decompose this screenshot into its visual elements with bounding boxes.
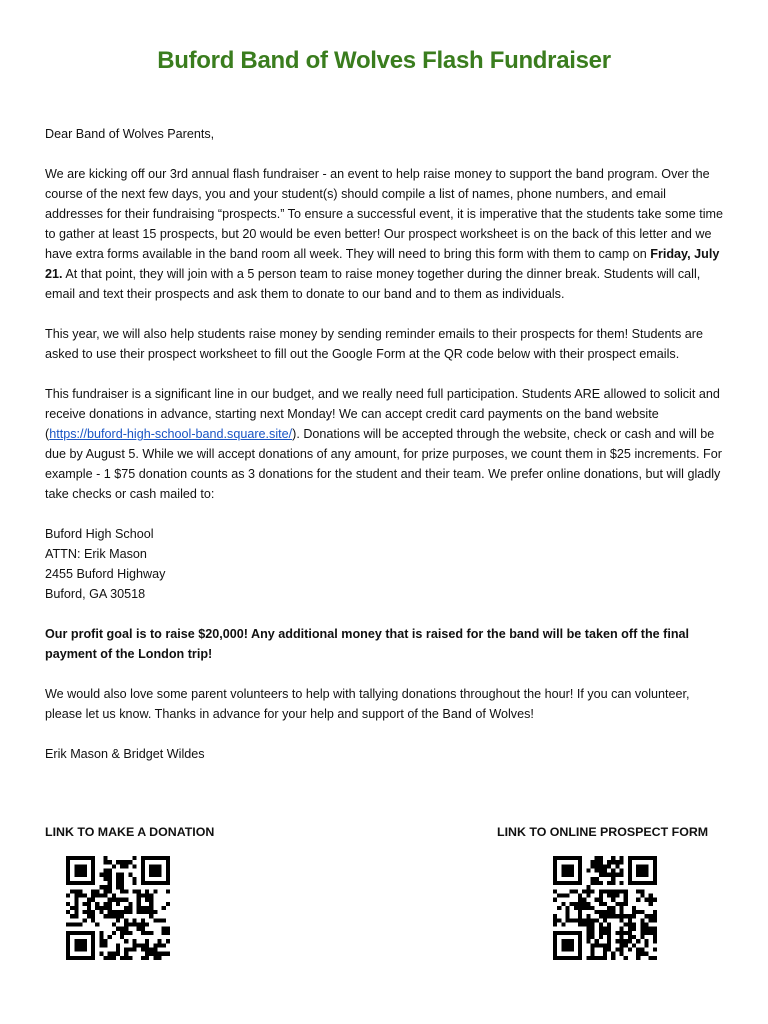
prospect-form-qr-label: LINK TO ONLINE PROSPECT FORM xyxy=(497,825,709,839)
prospect-form-qr-code[interactable] xyxy=(553,856,657,960)
address-line-2: ATTN: Erik Mason xyxy=(45,547,147,561)
greeting: Dear Band of Wolves Parents, xyxy=(45,127,215,141)
paragraph-donations-text-b: ). Donations will be accepted through the website, check or cash and will be due by August 5. While we will accept donations of any amount, for prize purposes, we count them in $25 increments. For example - 1 $75 donation counts as 3 donations for the student and their team. We prefer online donations, but will gladly take checks or cash mailed to: xyxy=(45,427,722,501)
paragraph-donations xyxy=(45,384,725,504)
paragraph-intro-text-a: We are kicking off our 3rd annual flash fundraiser - an event to help raise money to support the band program. Over the course of the next few days, you and your student(s) should compile a list of names, phone numbers, and email addresses for their fundraising “prospects.” To ensure a successful event, it is imperative that the students take some time to gather at least 15 prospects, but 20 would be even better! Our prospect worksheet is on the back of this letter and we have extra forms available in the band room all week. They will need to bring this form with them to camp on xyxy=(45,167,724,261)
paragraph-volunteers: We would also love some parent volunteers to help with tallying donations throughout the hour! If you can volunteer, please let us know. Thanks in advance for your help and support of the Band of Wolves! xyxy=(45,687,690,721)
letter-body xyxy=(45,124,725,764)
signature: Erik Mason & Bridget Wildes xyxy=(45,747,205,761)
mailing-address xyxy=(45,524,725,604)
paragraph-reminder-emails: This year, we will also help students raise money by sending reminder emails to their prospects for them! Students are asked to use their prospect worksheet to fill out the Google Form at the QR code below with their prospect emails. xyxy=(45,327,703,361)
paragraph-intro xyxy=(45,164,725,304)
address-line-1: Buford High School xyxy=(45,527,154,541)
donation-qr-code[interactable] xyxy=(66,856,170,960)
paragraph-intro-text-b: At that point, they will join with a 5 person team to raise money together during the dinner break. Students will call, email and text their prospects and ask them to donate to our band and to them as individuals. xyxy=(45,267,701,301)
donation-qr-label: LINK TO MAKE A DONATION xyxy=(45,825,215,839)
paragraph-donations-text-a: This fundraiser is a significant line in our budget, and we really need full participation. Students ARE allowed to solicit and receive donations in advance, starting next Monday! We can accept credit card payments on the band website ( xyxy=(45,387,720,441)
band-website-link[interactable]: https://buford-high-school-band.square.site/ xyxy=(49,427,293,441)
camp-date: Friday, July 21. xyxy=(45,247,720,281)
page-title: Buford Band of Wolves Flash Fundraiser xyxy=(157,47,611,74)
address-line-4: Buford, GA 30518 xyxy=(45,587,146,601)
profit-goal: Our profit goal is to raise $20,000! Any additional money that is raised for the band will be taken off the final payment of the London trip! xyxy=(45,627,690,661)
address-line-3: 2455 Buford Highway xyxy=(45,567,166,581)
